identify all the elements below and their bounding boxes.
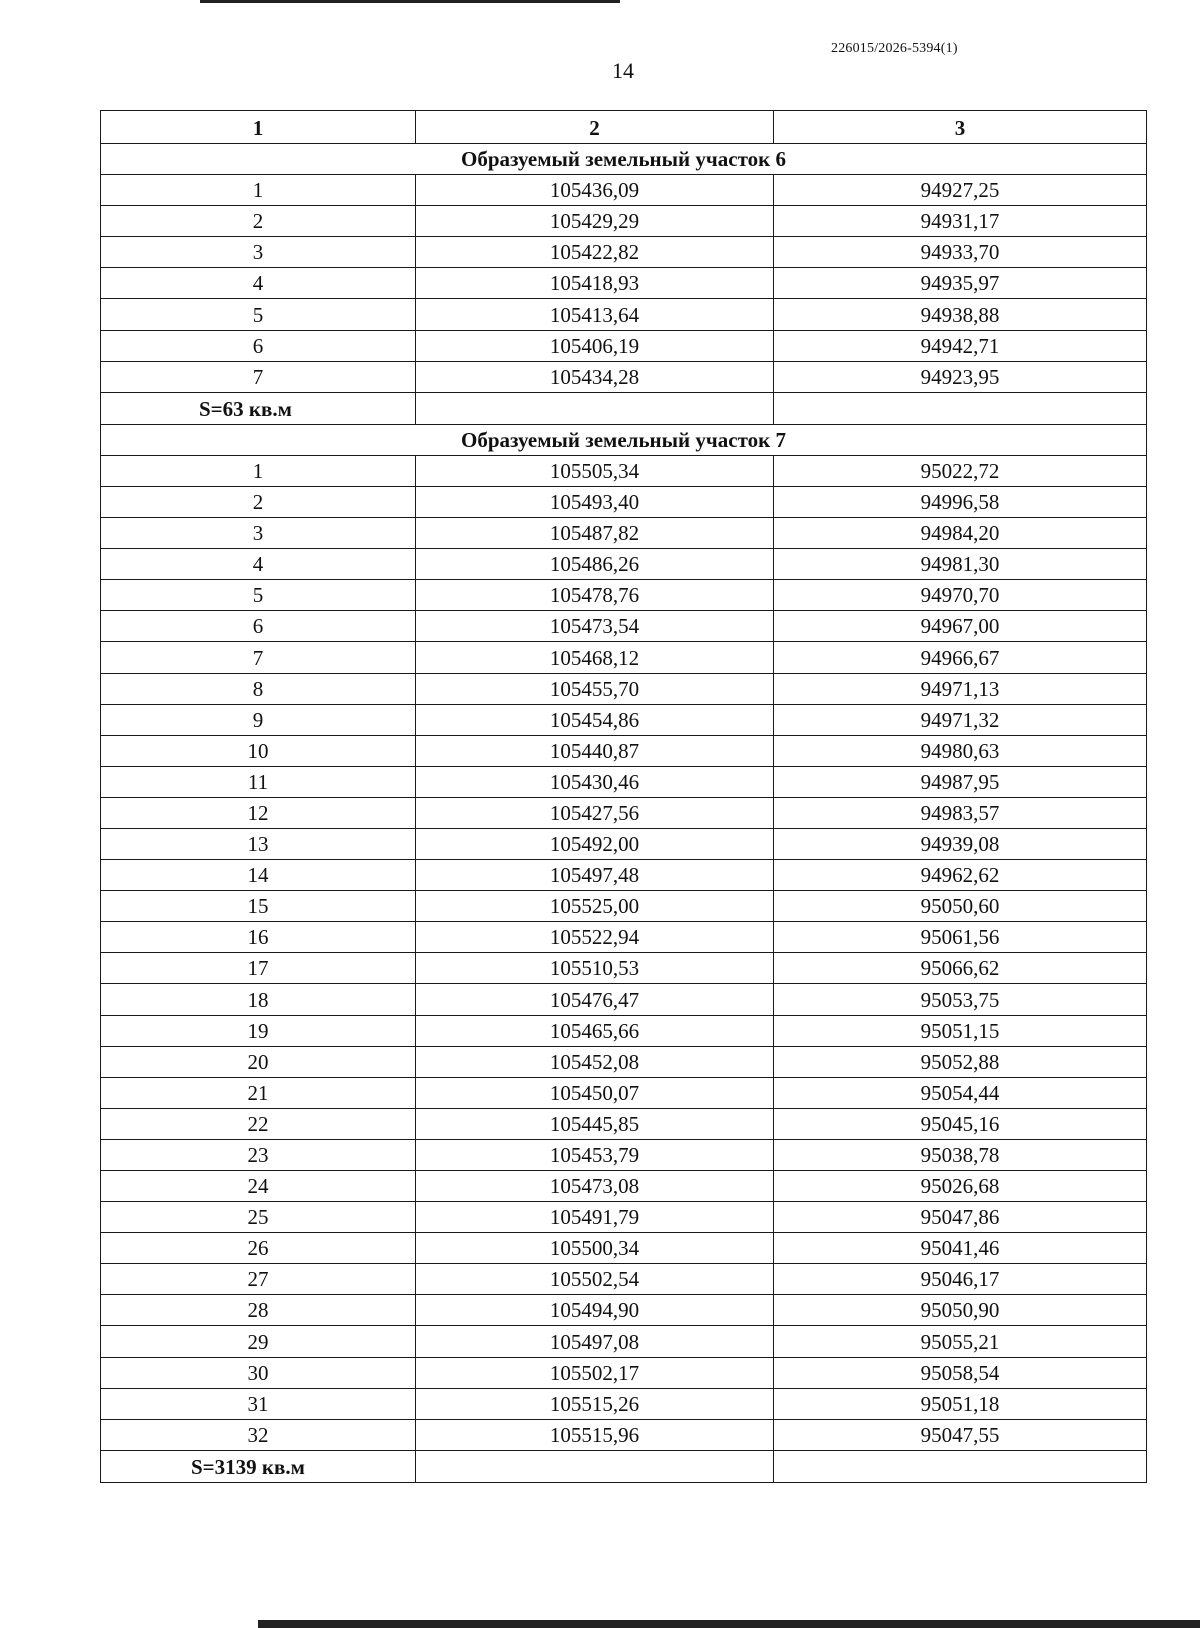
y-coordinate-cell: 94962,62 <box>774 860 1147 891</box>
x-coordinate-cell: 105510,53 <box>416 953 774 984</box>
x-coordinate-cell: 105454,86 <box>416 704 774 735</box>
table-row <box>101 518 1147 549</box>
table-row <box>101 1108 1147 1139</box>
point-number-cell: 2 <box>101 486 416 517</box>
table-row <box>101 361 1147 392</box>
x-coordinate-cell: 105491,79 <box>416 1202 774 1233</box>
point-number-cell: 14 <box>101 860 416 891</box>
table-row <box>101 891 1147 922</box>
x-coordinate-cell: 105453,79 <box>416 1139 774 1170</box>
point-number-cell: 26 <box>101 1233 416 1264</box>
y-coordinate-cell: 95022,72 <box>774 455 1147 486</box>
x-coordinate-cell: 105505,34 <box>416 455 774 486</box>
x-coordinate-cell: 105406,19 <box>416 330 774 361</box>
point-number-cell: 16 <box>101 922 416 953</box>
table-row <box>101 1326 1147 1357</box>
y-coordinate-cell: 94981,30 <box>774 549 1147 580</box>
y-coordinate-cell: 94996,58 <box>774 486 1147 517</box>
x-coordinate-cell: 105515,96 <box>416 1419 774 1450</box>
y-coordinate-cell: 95055,21 <box>774 1326 1147 1357</box>
table-row <box>101 922 1147 953</box>
y-coordinate-cell: 94935,97 <box>774 268 1147 299</box>
point-number-cell: 2 <box>101 206 416 237</box>
table-row <box>101 1202 1147 1233</box>
x-coordinate-cell: 105500,34 <box>416 1233 774 1264</box>
point-number-cell: 30 <box>101 1357 416 1388</box>
table-row <box>101 486 1147 517</box>
y-coordinate-cell: 95058,54 <box>774 1357 1147 1388</box>
x-coordinate-cell: 105445,85 <box>416 1108 774 1139</box>
x-coordinate-cell: 105436,09 <box>416 175 774 206</box>
x-coordinate-cell: 105473,08 <box>416 1171 774 1202</box>
table-row <box>101 1233 1147 1264</box>
y-coordinate-cell: 94967,00 <box>774 611 1147 642</box>
point-number-cell: 21 <box>101 1077 416 1108</box>
point-number-cell: 28 <box>101 1295 416 1326</box>
x-coordinate-cell: 105413,64 <box>416 299 774 330</box>
point-number-cell: 9 <box>101 704 416 735</box>
y-coordinate-cell: 94923,95 <box>774 361 1147 392</box>
section-title: Образуемый земельный участок 6 <box>101 144 1147 175</box>
point-number-cell: 29 <box>101 1326 416 1357</box>
x-coordinate-cell: 105434,28 <box>416 361 774 392</box>
x-coordinate-cell: 105465,66 <box>416 1015 774 1046</box>
x-coordinate-cell: 105502,17 <box>416 1357 774 1388</box>
y-coordinate-cell: 95041,46 <box>774 1233 1147 1264</box>
y-coordinate-cell: 94942,71 <box>774 330 1147 361</box>
table-row <box>101 206 1147 237</box>
point-number-cell: 7 <box>101 642 416 673</box>
y-coordinate-cell: 94927,25 <box>774 175 1147 206</box>
point-number-cell: 6 <box>101 330 416 361</box>
y-coordinate-cell: 95052,88 <box>774 1046 1147 1077</box>
x-coordinate-cell: 105418,93 <box>416 268 774 299</box>
point-number-cell: 27 <box>101 1264 416 1295</box>
point-number-cell: 19 <box>101 1015 416 1046</box>
section-title-row <box>101 144 1147 175</box>
x-coordinate-cell: 105430,46 <box>416 766 774 797</box>
y-coordinate-cell: 94970,70 <box>774 580 1147 611</box>
table-row <box>101 828 1147 859</box>
x-coordinate-cell: 105494,90 <box>416 1295 774 1326</box>
table-row <box>101 860 1147 891</box>
table-row <box>101 549 1147 580</box>
y-coordinate-cell: 94939,08 <box>774 828 1147 859</box>
table-row <box>101 797 1147 828</box>
table-row <box>101 1357 1147 1388</box>
x-coordinate-cell: 105486,26 <box>416 549 774 580</box>
point-number-cell: 4 <box>101 268 416 299</box>
point-number-cell: 6 <box>101 611 416 642</box>
coordinates-table <box>100 110 1147 1483</box>
point-number-cell: 15 <box>101 891 416 922</box>
x-coordinate-cell: 105427,56 <box>416 797 774 828</box>
y-coordinate-cell: 95051,18 <box>774 1388 1147 1419</box>
y-coordinate-cell: 94987,95 <box>774 766 1147 797</box>
x-coordinate-cell: 105455,70 <box>416 673 774 704</box>
x-coordinate-cell: 105473,54 <box>416 611 774 642</box>
table-row <box>101 673 1147 704</box>
scan-mark-bottom <box>258 1620 1200 1628</box>
y-coordinate-cell: 94938,88 <box>774 299 1147 330</box>
document-number: 226015/2026-5394(1) <box>831 41 958 56</box>
y-coordinate-cell: 94966,67 <box>774 642 1147 673</box>
point-number-cell: 1 <box>101 455 416 486</box>
section-title: Образуемый земельный участок 7 <box>101 424 1147 455</box>
table-row <box>101 1264 1147 1295</box>
x-coordinate-cell: 105478,76 <box>416 580 774 611</box>
y-coordinate-cell: 94983,57 <box>774 797 1147 828</box>
x-coordinate-cell: 105429,29 <box>416 206 774 237</box>
y-coordinate-cell: 95047,86 <box>774 1202 1147 1233</box>
table-row <box>101 953 1147 984</box>
empty-cell <box>774 392 1147 424</box>
x-coordinate-cell: 105493,40 <box>416 486 774 517</box>
point-number-cell: 5 <box>101 580 416 611</box>
table-row <box>101 330 1147 361</box>
x-coordinate-cell: 105440,87 <box>416 735 774 766</box>
table-row <box>101 299 1147 330</box>
column-header: 3 <box>774 111 1147 144</box>
point-number-cell: 18 <box>101 984 416 1015</box>
y-coordinate-cell: 95047,55 <box>774 1419 1147 1450</box>
table-row <box>101 1077 1147 1108</box>
point-number-cell: 32 <box>101 1419 416 1450</box>
y-coordinate-cell: 94931,17 <box>774 206 1147 237</box>
table-row <box>101 268 1147 299</box>
section-title-row <box>101 424 1147 455</box>
x-coordinate-cell: 105502,54 <box>416 1264 774 1295</box>
y-coordinate-cell: 95053,75 <box>774 984 1147 1015</box>
point-number-cell: 22 <box>101 1108 416 1139</box>
table-row <box>101 580 1147 611</box>
x-coordinate-cell: 105476,47 <box>416 984 774 1015</box>
y-coordinate-cell: 95046,17 <box>774 1264 1147 1295</box>
point-number-cell: 7 <box>101 361 416 392</box>
y-coordinate-cell: 95050,90 <box>774 1295 1147 1326</box>
column-header: 2 <box>416 111 774 144</box>
table-row <box>101 1015 1147 1046</box>
x-coordinate-cell: 105515,26 <box>416 1388 774 1419</box>
table-row <box>101 1295 1147 1326</box>
table-row <box>101 766 1147 797</box>
y-coordinate-cell: 95050,60 <box>774 891 1147 922</box>
x-coordinate-cell: 105468,12 <box>416 642 774 673</box>
area-row <box>101 1450 1147 1482</box>
point-number-cell: 25 <box>101 1202 416 1233</box>
point-number-cell: 1 <box>101 175 416 206</box>
x-coordinate-cell: 105525,00 <box>416 891 774 922</box>
y-coordinate-cell: 95038,78 <box>774 1139 1147 1170</box>
x-coordinate-cell: 105492,00 <box>416 828 774 859</box>
scan-mark-top <box>200 0 620 3</box>
y-coordinate-cell: 95061,56 <box>774 922 1147 953</box>
table-row <box>101 455 1147 486</box>
point-number-cell: 3 <box>101 237 416 268</box>
table-row <box>101 1046 1147 1077</box>
x-coordinate-cell: 105487,82 <box>416 518 774 549</box>
column-header: 1 <box>101 111 416 144</box>
y-coordinate-cell: 94980,63 <box>774 735 1147 766</box>
y-coordinate-cell: 94971,13 <box>774 673 1147 704</box>
table-row <box>101 1139 1147 1170</box>
table-row <box>101 704 1147 735</box>
y-coordinate-cell: 95054,44 <box>774 1077 1147 1108</box>
y-coordinate-cell: 95051,15 <box>774 1015 1147 1046</box>
point-number-cell: 23 <box>101 1139 416 1170</box>
point-number-cell: 11 <box>101 766 416 797</box>
empty-cell <box>416 1450 774 1482</box>
table-row <box>101 1419 1147 1450</box>
coordinates-table-body <box>101 111 1147 1483</box>
table-row <box>101 1388 1147 1419</box>
table-row <box>101 735 1147 766</box>
area-row <box>101 392 1147 424</box>
empty-cell <box>416 392 774 424</box>
x-coordinate-cell: 105450,07 <box>416 1077 774 1108</box>
x-coordinate-cell: 105522,94 <box>416 922 774 953</box>
point-number-cell: 31 <box>101 1388 416 1419</box>
point-number-cell: 3 <box>101 518 416 549</box>
page-number: 14 <box>612 58 634 83</box>
point-number-cell: 5 <box>101 299 416 330</box>
x-coordinate-cell: 105422,82 <box>416 237 774 268</box>
y-coordinate-cell: 95066,62 <box>774 953 1147 984</box>
point-number-cell: 20 <box>101 1046 416 1077</box>
point-number-cell: 4 <box>101 549 416 580</box>
area-label: S=63 кв.м <box>101 392 416 424</box>
point-number-cell: 10 <box>101 735 416 766</box>
column-header-row <box>101 111 1147 144</box>
x-coordinate-cell: 105497,48 <box>416 860 774 891</box>
x-coordinate-cell: 105452,08 <box>416 1046 774 1077</box>
y-coordinate-cell: 95026,68 <box>774 1171 1147 1202</box>
y-coordinate-cell: 94971,32 <box>774 704 1147 735</box>
point-number-cell: 24 <box>101 1171 416 1202</box>
point-number-cell: 13 <box>101 828 416 859</box>
table-row <box>101 237 1147 268</box>
x-coordinate-cell: 105497,08 <box>416 1326 774 1357</box>
point-number-cell: 8 <box>101 673 416 704</box>
point-number-cell: 17 <box>101 953 416 984</box>
table-row <box>101 642 1147 673</box>
table-row <box>101 1171 1147 1202</box>
point-number-cell: 12 <box>101 797 416 828</box>
table-row <box>101 611 1147 642</box>
y-coordinate-cell: 94984,20 <box>774 518 1147 549</box>
table-row <box>101 984 1147 1015</box>
empty-cell <box>774 1450 1147 1482</box>
table-row <box>101 175 1147 206</box>
area-label: S=3139 кв.м <box>101 1450 416 1482</box>
y-coordinate-cell: 94933,70 <box>774 237 1147 268</box>
y-coordinate-cell: 95045,16 <box>774 1108 1147 1139</box>
